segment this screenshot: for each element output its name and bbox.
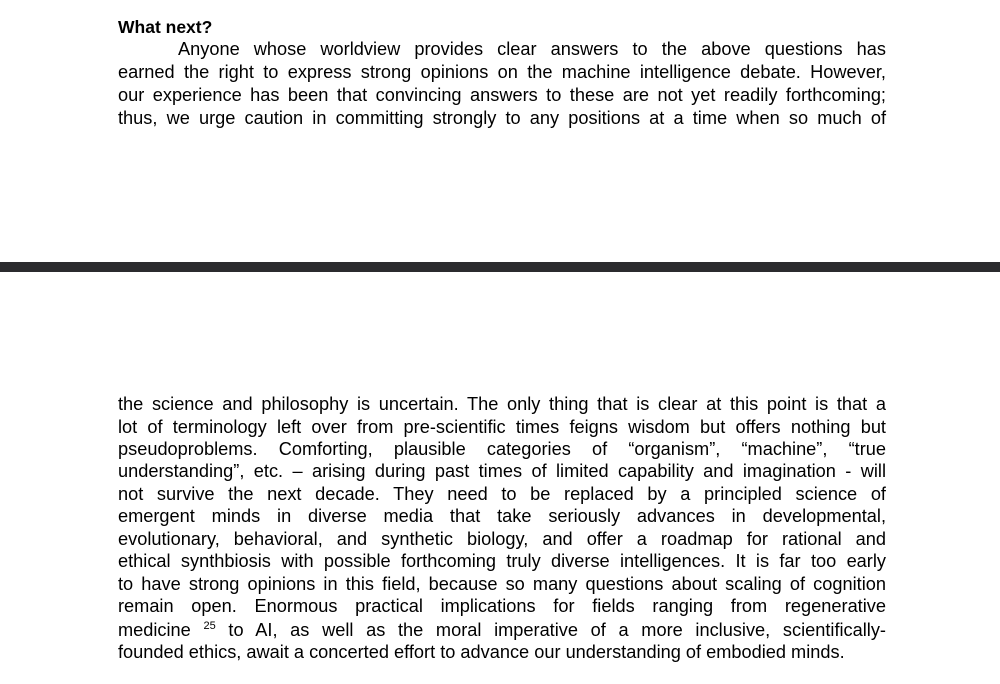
paragraph-line: thus, we urge caution in committing strongly to any positions at a time when so much of: [118, 108, 886, 128]
paragraph-line: not survive the next decade. They need to be replaced by a principled science of: [118, 484, 886, 504]
paragraph-line: to have strong opinions in this field, because so many questions about scaling of cognition: [118, 574, 886, 594]
paragraph-line: evolutionary, behavioral, and synthetic biology, and offer a roadmap for rational and: [118, 529, 886, 549]
page-top: [0, 0, 1000, 262]
footnote-line-before: medicine: [118, 620, 191, 640]
paragraph-line-with-footnote: [118, 619, 886, 642]
paragraph-line: emergent minds in diverse media that take seriously advances in developmental,: [118, 506, 886, 526]
paragraph-line: earned the right to express strong opinions on the machine intelligence debate. However,: [118, 62, 886, 82]
paragraph-last-line: founded ethics, await a concerted effort to advance our understanding of embodied minds.: [118, 642, 845, 662]
paragraph-line: Anyone whose worldview provides clear answers to the above questions has: [178, 39, 886, 59]
paragraph-line: remain open. Enormous practical implications for fields ranging from regenerative: [118, 596, 886, 616]
footnote-marker: 25: [203, 620, 216, 632]
footnote-line-after: to AI, as well as the moral imperative of a more inclusive, scientifically-: [228, 620, 886, 640]
page-divider: [0, 262, 1000, 272]
paragraph-line: lot of terminology left over from pre-scientific times feigns wisdom but offers nothing but: [118, 417, 886, 437]
paragraph-line: understanding”, etc. – arising during past times of limited capability and imagination - will: [118, 461, 886, 481]
paragraph-line: the science and philosophy is uncertain. The only thing that is clear at this point is that a: [118, 394, 886, 414]
paragraph-line: pseudoproblems. Comforting, plausible categories of “organism”, “machine”, “true: [118, 439, 886, 459]
section-heading: What next?: [118, 17, 213, 37]
paragraph-line: our experience has been that convincing answers to these are not yet readily forthcoming;: [118, 85, 886, 105]
paragraph-line: ethical synthbiosis with possible forthcoming truly diverse intelligences. It is far too early: [118, 551, 886, 571]
